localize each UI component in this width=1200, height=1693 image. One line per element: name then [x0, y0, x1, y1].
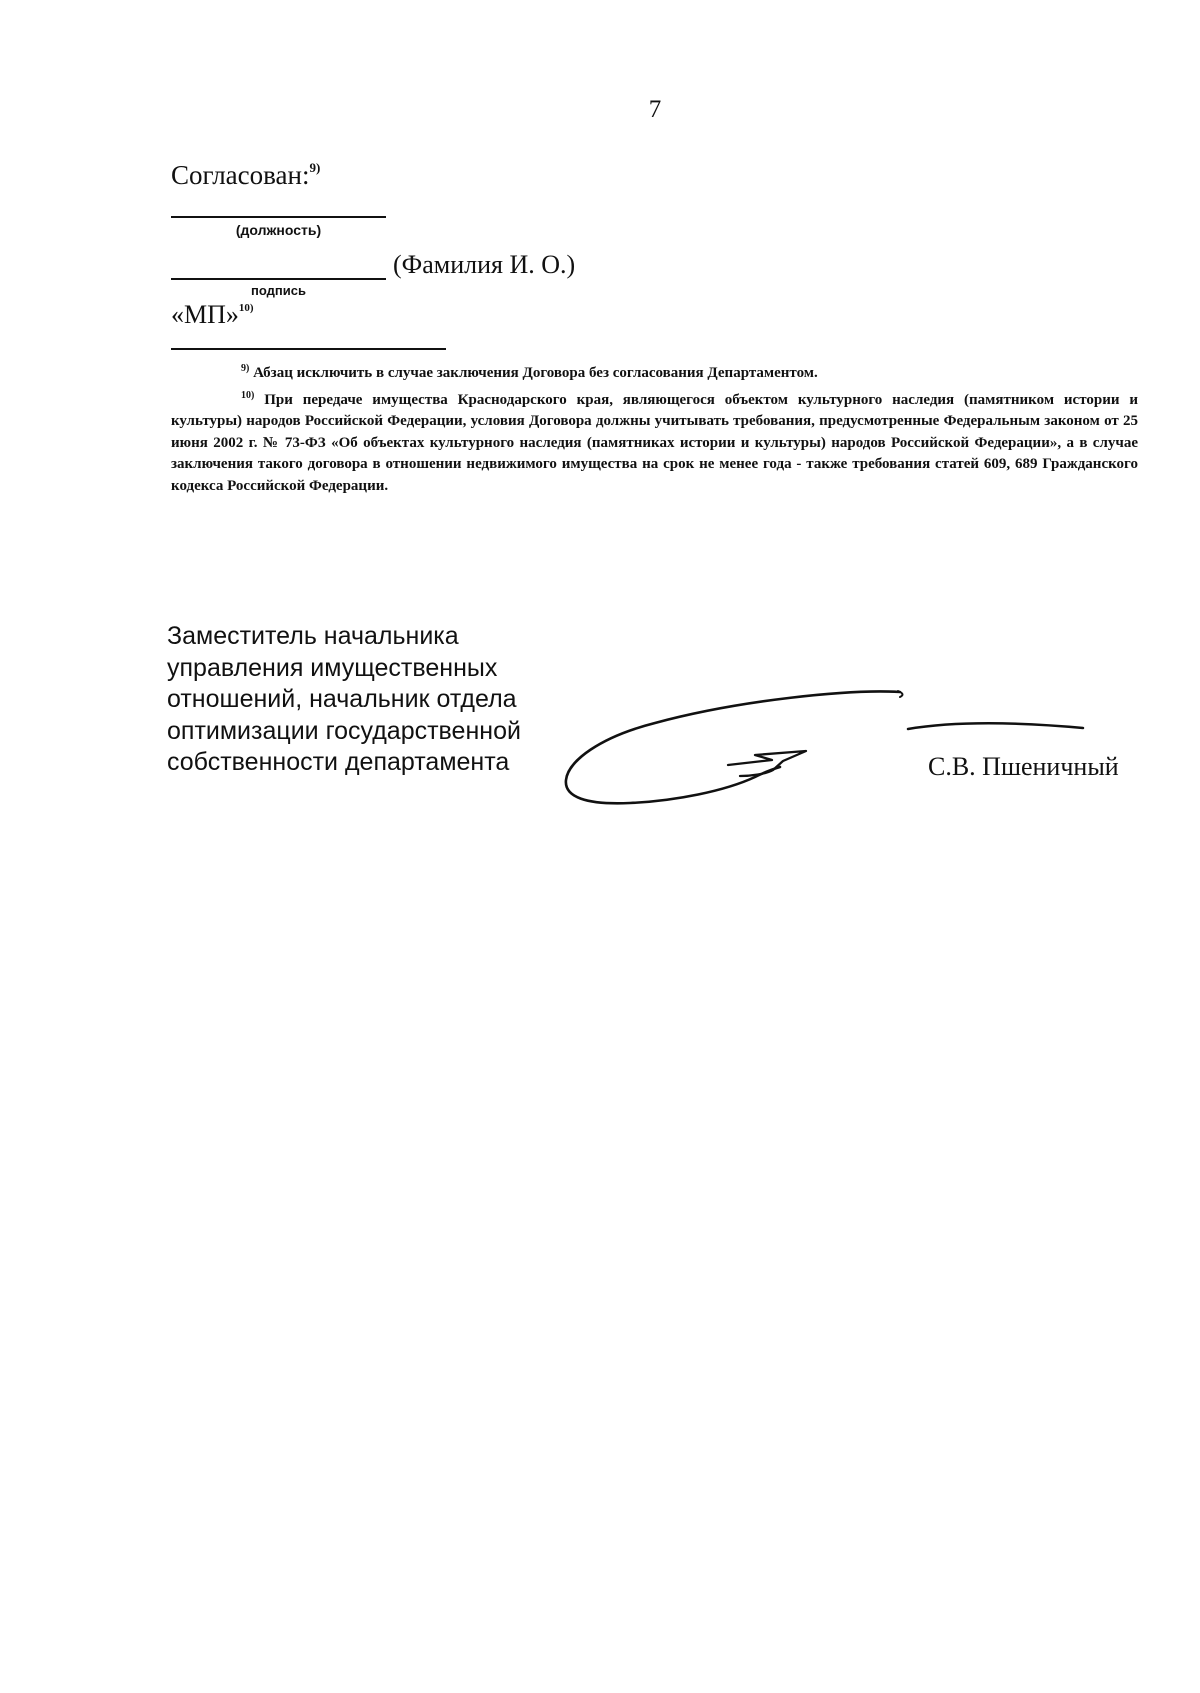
signature-line: [171, 278, 386, 280]
signer-title-line: управления имущественных: [167, 653, 498, 682]
footnote-ref: 9): [241, 363, 250, 374]
footnote-separator: [171, 348, 446, 350]
footnote-10: [171, 385, 1138, 498]
signature-label: подпись: [251, 283, 306, 298]
signer-title-line: отношений, начальник отдела: [167, 685, 517, 713]
approval-heading: [171, 152, 771, 191]
signer-title-line: Заместитель начальника: [167, 622, 459, 650]
footnote-text: При передаче имущества Краснодарского края, являющегося объектом культурного наследия (памятником истории и культуры) народов Российской Федерации, условия Договора должны учитывать требования, предусмотренные Федеральным законом от 25 июня 2002 г. № 73-ФЗ «Об объектах культурного наследия (памятниках истории и культуры) народов Российской Федерации», а в случае заключения такого договора в отношении недвижимого имущества на срок не менее года - также требования статей 609, 689 Гражданского кодекса Российской Федерации.: [171, 391, 1139, 494]
position-label: (должность): [235, 222, 322, 238]
approval-heading-text: Согласован:: [171, 160, 310, 190]
footnote-9: [171, 358, 1138, 385]
signer-title-line: оптимизации государственной: [167, 716, 521, 745]
footnote-ref: 10): [241, 389, 255, 401]
approval-block: [171, 152, 771, 329]
full-name-placeholder: (Фамилия И. О.): [393, 250, 576, 279]
handwritten-signature: [560, 675, 1100, 815]
footnotes: [171, 358, 1138, 497]
signer-title-line: собственности департамента: [167, 748, 510, 776]
stamp-text: «МП»: [171, 300, 239, 329]
stamp-footnote-ref: 10): [238, 302, 254, 314]
signer-name: С.В. Пшеничный: [928, 752, 1119, 781]
stamp-placeholder: [171, 300, 254, 330]
approval-footnote-ref: 9): [309, 160, 321, 175]
page-number: 7: [648, 96, 662, 123]
signer-title: [167, 621, 521, 779]
position-line: [171, 216, 386, 218]
footnote-text: Абзац исключить в случае заключения Договора без согласования Департаментом.: [253, 365, 818, 381]
